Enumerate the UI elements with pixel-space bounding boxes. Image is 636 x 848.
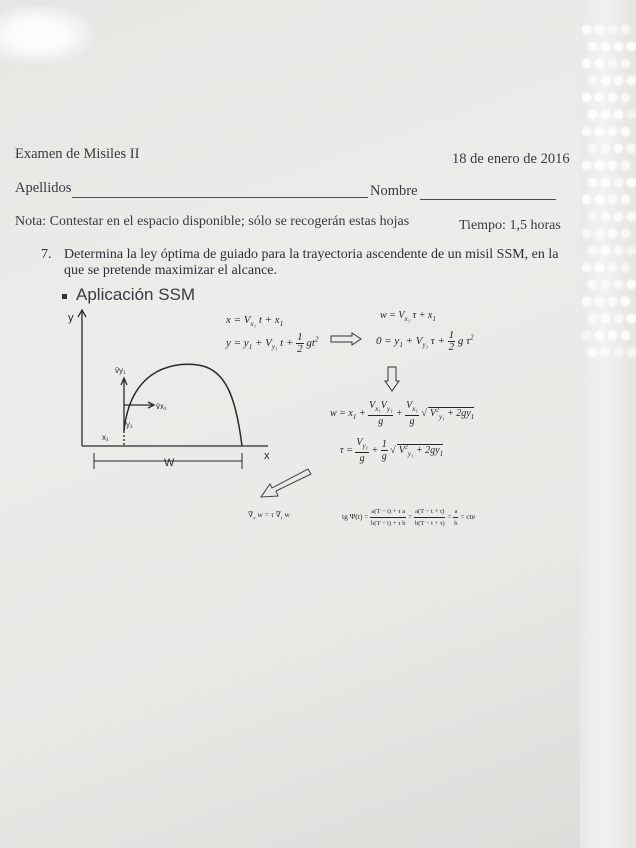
background-dot (614, 178, 623, 187)
background-dot (627, 42, 636, 51)
background-dot (608, 59, 617, 68)
x-equation: $x = V_{x_1}$ $t + x_1$ (226, 314, 284, 329)
background-dot (601, 42, 610, 51)
background-dot (595, 93, 604, 102)
background-dot (608, 195, 617, 204)
background-dot (627, 212, 636, 221)
background-dot (588, 144, 597, 153)
background-dot (582, 161, 591, 170)
background-dot (614, 76, 623, 85)
background-dot (608, 161, 617, 170)
background-dot (588, 42, 597, 51)
background-dot (614, 110, 623, 119)
background-dot (595, 59, 604, 68)
background-dot (595, 195, 604, 204)
background-dot (627, 314, 636, 323)
background-dot (595, 229, 604, 238)
background-dot (614, 144, 623, 153)
x-axis-label: x (264, 450, 270, 462)
background-dot (614, 348, 623, 357)
background-dot (608, 127, 617, 136)
w-solution-equation: $w = x_1$ + $\frac{V_{x_1}V_{y_1}}{g}$ + $\frac{V_{x_1}}{g}$ √ $V^2_{y_1} + 2gy_1$ (330, 400, 475, 427)
background-dot (621, 25, 630, 34)
bullet-icon (62, 294, 67, 299)
background-dot (582, 59, 591, 68)
surname-field-line[interactable] (72, 197, 368, 198)
name-label: Nombre (370, 183, 418, 199)
background-dot (621, 161, 630, 170)
background-dot (614, 314, 623, 323)
background-dot (582, 263, 591, 272)
background-dot (582, 127, 591, 136)
background-dot (601, 348, 610, 357)
background-dot (621, 93, 630, 102)
background-dot (608, 25, 617, 34)
range-label: W (164, 457, 175, 469)
y1-label: y₁ (126, 420, 133, 429)
background-dot (627, 76, 636, 85)
background-dot (601, 178, 610, 187)
background-dot (601, 246, 610, 255)
question-line-1: Determina la ley óptima de guiado para la trayectoria ascendente de un misil SSM, en la (64, 247, 559, 262)
background-dot (627, 246, 636, 255)
background-dot (614, 280, 623, 289)
background-dot (601, 144, 610, 153)
name-field-line[interactable] (420, 199, 556, 200)
background-dot (627, 178, 636, 187)
background-dot (621, 229, 630, 238)
background-dot (582, 93, 591, 102)
background-dot (595, 161, 604, 170)
background-dot (588, 76, 597, 85)
background-dot (582, 229, 591, 238)
tau-solution-equation: τ = $\frac{V_{y_1}}{g}$ + $\frac{1}{g}$ √ $V^2_{y_1} + 2gy_1$ (340, 437, 444, 464)
background-dot (621, 127, 630, 136)
background-dot (614, 42, 623, 51)
background-dot (608, 93, 617, 102)
question-line-2: que se pretende maximizar el alcance. (64, 263, 277, 278)
background-dot (595, 331, 604, 340)
background-dot-pattern (582, 25, 636, 365)
exam-title: Examen de Misiles II (15, 146, 140, 162)
time-limit: Tiempo: 1,5 horas (459, 218, 561, 233)
background-dot (582, 331, 591, 340)
down-arrow-icon (384, 366, 400, 392)
diagonal-arrow-icon (258, 466, 312, 502)
background-dot (608, 263, 617, 272)
zero-equation: $0 = y_1 + V_{y_1}$ τ + $\frac{1}{2}$ g $\tau^2$ (376, 329, 474, 353)
background-dot (588, 178, 597, 187)
surname-label: Apellidos (15, 180, 72, 196)
tangent-relation: tg Ψ(t) = $\frac{\text{a(T − t) + τ a}}{\text{b(T − t) + τ b}}$ = $\frac{a(T - t + \tau)}{b(T - t + \tau)}$ = $\frac{a}{b}$ = cte (342, 508, 476, 527)
background-dot (614, 212, 623, 221)
background-dot (588, 246, 597, 255)
vy1-label: v̄y₁ (115, 366, 126, 375)
trajectory-diagram (58, 303, 288, 478)
y-equation: $y = y_1 + V_{y_1}$ t + $\frac{1}{2}$ $gt^2$ (226, 331, 319, 355)
implies-arrow-icon (330, 332, 362, 346)
slide-title: Aplicación SSM (76, 285, 196, 304)
background-dot (595, 127, 604, 136)
background-dot (601, 314, 610, 323)
background-dot (582, 195, 591, 204)
background-dot (601, 280, 610, 289)
background-dot (608, 331, 617, 340)
exam-date: 18 de enero de 2016 (452, 151, 570, 167)
question-number: 7. (41, 247, 52, 262)
x1-label: x₁ (102, 433, 109, 442)
background-dot (614, 246, 623, 255)
background-dot (608, 297, 617, 306)
background-dot (582, 25, 591, 34)
background-dot (588, 212, 597, 221)
background-dot (621, 331, 630, 340)
background-dot (588, 314, 597, 323)
background-dot (608, 229, 617, 238)
background-dot (601, 76, 610, 85)
background-dot (621, 59, 630, 68)
note-text: Nota: Contestar en el espacio disponible; sólo se recogerán estas hojas (15, 214, 410, 229)
background-dot (621, 297, 630, 306)
background-dot (601, 212, 610, 221)
background-dot (627, 110, 636, 119)
y-axis-label: y (68, 312, 74, 324)
gradient-relation: $\nabla_\nu$ w = τ $\nabla_r$ w (248, 510, 290, 522)
background-dot (595, 297, 604, 306)
background-dot (627, 348, 636, 357)
vx1-label: v̄x₁ (156, 402, 167, 411)
background-dot (595, 25, 604, 34)
background-dot (627, 280, 636, 289)
window-glare (0, 5, 95, 65)
background-dot (621, 195, 630, 204)
background-dot (595, 263, 604, 272)
background-dot (588, 280, 597, 289)
w-equation: $w = V_{x_1}$ $\tau + x_1$ (380, 310, 436, 323)
background-dot (627, 144, 636, 153)
background-dot (601, 110, 610, 119)
background-dot (588, 348, 597, 357)
background-dot (588, 110, 597, 119)
background-dot (582, 297, 591, 306)
background-dot (621, 263, 630, 272)
